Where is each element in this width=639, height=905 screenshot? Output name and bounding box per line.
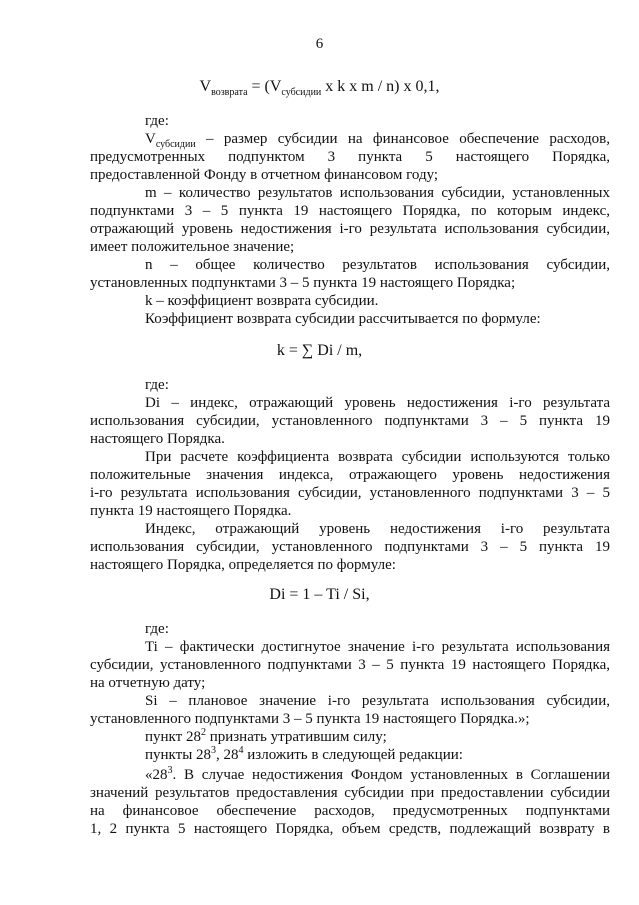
page-number: 6 — [315, 36, 324, 52]
label-gde: где: — [145, 377, 169, 393]
paragraph-line: отражающий уровень недостижения i-го результата использования субсидии, — [90, 221, 610, 237]
paragraph-line: имеет положительное значение; — [90, 239, 295, 255]
paragraph-line: m – количество результатов использования субсидии, установленных — [145, 185, 610, 201]
paragraph-line: установленных подпунктами 3 – 5 пункта 19 настоящего Порядка; — [90, 275, 516, 291]
paragraph-line: предусмотренных подпунктом 3 пункта 5 настоящего Порядка, — [90, 149, 610, 165]
paragraph-line: Si – плановое значение i-го результата использования субсидии, — [145, 693, 610, 709]
label-gde: где: — [145, 113, 169, 129]
paragraph-line: пункты $28^3$, $28^4$ изложить в следующей редакции: — [145, 745, 463, 763]
paragraph-line: Ti – фактически достигнутое значение i-го результата использования — [145, 639, 610, 655]
paragraph-line: Di – индекс, отражающий уровень недостижения i-го результата — [145, 395, 610, 411]
paragraph-line: установленного подпунктами 3 – 5 пункта 19 настоящего Порядка.»; — [90, 711, 530, 727]
paragraph-line: k – коэффициент возврата субсидии. — [145, 293, 379, 309]
paragraph-line: настоящего Порядка. — [90, 431, 225, 447]
paragraph-line: на отчетную дату; — [90, 675, 206, 691]
paragraph-line: При расчете коэффициента возврата субсидии используются только — [145, 449, 610, 465]
paragraph-line: пункт $28^2$ признать утратившим силу; — [145, 727, 387, 745]
paragraph-line: Коэффициент возврата субсидии рассчитывается по формуле: — [145, 311, 541, 327]
paragraph-line: субсидии, установленного подпунктами 3 – 5 пункта 19 настоящего Порядка, — [90, 657, 610, 673]
paragraph-line: $V_{субсидии}$ – размер субсидии на финансовое обеспечение расходов, — [145, 131, 610, 150]
paragraph-line: Индекс, отражающий уровень недостижения i-го результата — [145, 521, 610, 537]
paragraph-line: использования субсидии, установленного подпунктами 3 – 5 пункта 19 — [90, 413, 610, 429]
paragraph-line: подпунктами 3 – 5 пункта 19 настоящего Порядка, по которым индекс, — [90, 203, 610, 219]
paragraph-line: «$28^3$. В случае недостижения Фондом установленных в Соглашении — [145, 765, 610, 783]
formula-v-vozvrata — [0, 78, 639, 99]
formula-di: Di = 1 – Ti / Si, — [269, 586, 370, 603]
formula-subscript: возврата — [211, 87, 248, 99]
paragraph-line: предоставленной Фонду в отчетном финансовом году; — [90, 167, 439, 183]
paragraph-line: пункта 19 настоящего Порядка. — [90, 503, 292, 519]
paragraph-line: настоящего Порядка, определяется по формуле: — [90, 557, 396, 573]
paragraph-line: i-го результата использования субсидии, установленного подпунктами 3 – 5 — [90, 485, 610, 501]
formula-k: k = ∑ Di / m, — [276, 342, 363, 359]
paragraph-line: использования субсидии, установленного подпунктами 3 – 5 пункта 19 — [90, 539, 610, 555]
formula-text: x k x m / n) x 0,1, — [321, 78, 440, 95]
formula-subscript: субсидии — [281, 87, 322, 99]
paragraph-line: на финансовое обеспечение расходов, предусмотренных подпунктами — [90, 803, 610, 819]
paragraph-line: положительные значения индекса, отражающего уровень недостижения — [90, 467, 610, 483]
label-gde: где: — [145, 621, 169, 637]
paragraph-line: 1, 2 пункта 5 настоящего Порядка, объем средств, подлежащий возврату в — [90, 821, 610, 837]
paragraph-line: значений результатов предоставления субсидии при предоставлении субсидии — [90, 785, 610, 801]
formula-text: = (V — [247, 78, 282, 95]
paragraph-line: n – общее количество результатов использования субсидии, — [145, 257, 610, 273]
formula-text: V — [199, 78, 212, 95]
